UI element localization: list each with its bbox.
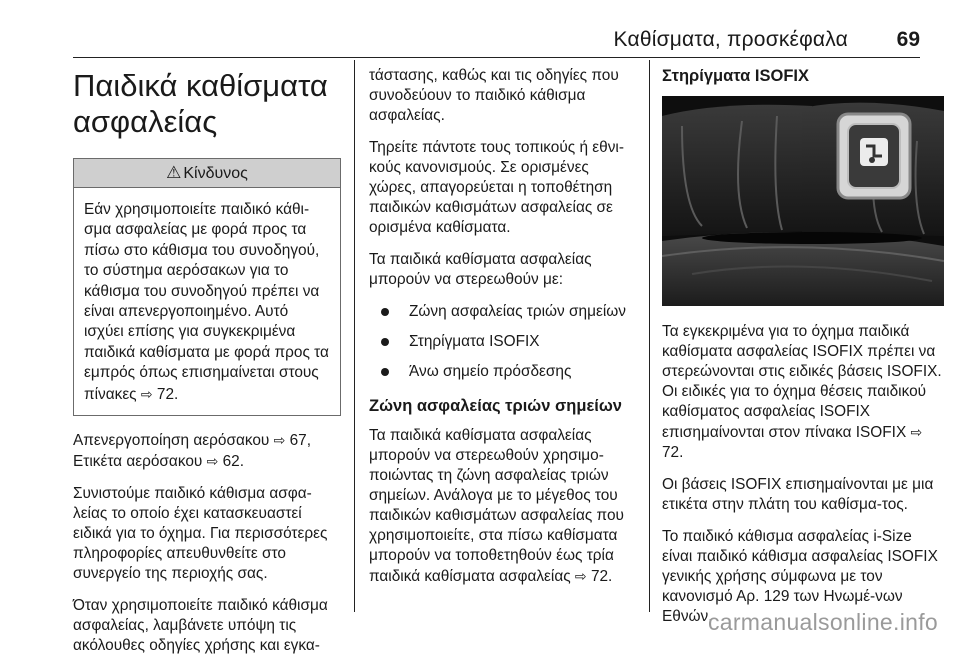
bullet-icon	[381, 368, 389, 376]
page-reference-arrow-icon: ⇨	[574, 568, 587, 584]
section-title: Παιδικά καθίσματα ασφαλείας	[73, 68, 328, 139]
isofix-seat-photo	[662, 96, 944, 306]
paragraph-recommendation: Συνιστούμε παιδικό κάθισμα ασφα-λείας το οποίο έχει κατασκευαστεί ειδικά για το όχημα. Για περισσότερες πληροφορίες απευθυνθείτε στο συνεργείο της περιοχής σας.	[73, 485, 328, 583]
page-number: 69	[896, 28, 920, 51]
danger-text: Εάν χρησιμοποιείτε παιδικό κάθι-σμα ασφαλείας με φορά προς τα πίσω στο κάθισμα του συνοδηγού, το σύστημα αερόσακων για το κάθισμα του συνοδηγού πρέπει να είναι απενεργοποιημένο. Αυτό ισχύει επίσης για συγκεκριμένα παιδικά καθίσματα με φορά προς τα εμπρός όπως επισημαίνεται στους πίνακες ⇨ 72.	[84, 201, 329, 403]
column-3	[662, 66, 946, 639]
bullet-icon	[381, 338, 389, 346]
page-reference-arrow-icon: ⇨	[206, 453, 219, 470]
list-item: Ζώνη ασφαλείας τριών σημείων	[369, 302, 637, 322]
paragraph-three-point-belt: Τα παιδικά καθίσματα ασφαλείας μπορούν να στερεωθούν χρησιμο-ποιώντας τη ζώνη ασφαλείας τριών σημείων. Ανάλογα με το μέγεθος του παιδικών καθισμάτων ασφαλείας που χρησιμοποιείτε, στα πίσω καθίσματα μπορούν να τοποθετηθούν έως τρία παιδικά καθίσματα ασφαλείας ⇨ 72.	[369, 427, 624, 585]
page-reference-arrow-icon: ⇨	[273, 432, 286, 449]
column-1	[73, 62, 341, 668]
mounting-options-list	[369, 302, 637, 382]
paragraph-isofix-approved: Τα εγκεκριμένα για το όχημα παιδικά καθίσματα ασφαλείας ISOFIX πρέπει να στερεώνονται στις ειδικές βάσεις ISOFIX. Οι ειδικές για το όχημα θέσεις παιδικού καθίσματος ασφαλείας ISOFIX επισημαίνονται στον πίνακα ISOFIX ⇨ 72.	[662, 323, 942, 461]
paragraph-i-size: Το παιδικό κάθισμα ασφαλείας i-Size είναι παιδικό κάθισμα ασφαλείας ISOFIX γενικής χρήσης σύμφωνα με τον κανονισμό Αρ. 129 των Ηνωμέ-νων Εθνών.	[662, 528, 938, 625]
page-header	[0, 0, 960, 60]
danger-box	[73, 158, 341, 416]
watermark: carmanualsonline.info	[707, 609, 938, 635]
subheading-three-point-belt: Ζώνη ασφαλείας τριών σημείων	[369, 397, 622, 415]
page-reference-arrow-icon: ⇨	[140, 385, 153, 402]
paragraph-instructions: Όταν χρησιμοποιείτε παιδικό κάθισμα ασφαλείας, λαμβάνετε υπόψη τις ακόλουθες οδηγίες χρήσης και εγκα-	[73, 597, 328, 655]
bullet-icon	[381, 308, 389, 316]
column-divider-2	[649, 60, 650, 612]
page-reference-arrow-icon: ⇨	[910, 424, 923, 440]
list-item: Στηρίγματα ISOFIX	[369, 332, 637, 352]
column-2	[369, 66, 637, 599]
list-item: Άνω σημείο πρόσδεσης	[369, 362, 637, 382]
cross-references: Απενεργοποίηση αερόσακου ⇨ 67, Ετικέτα αερόσακου ⇨ 62.	[73, 432, 312, 471]
running-title: Καθίσματα, προσκέφαλα	[613, 28, 848, 51]
paragraph-isofix-label: Οι βάσεις ISOFIX επισημαίνονται με μια ετικέτα στην πλάτη του καθίσμα-τος.	[662, 476, 934, 513]
danger-label: Κίνδυνος	[183, 165, 248, 182]
warning-triangle-icon: ⚠	[166, 163, 182, 182]
subheading-isofix: Στηρίγματα ISOFIX	[662, 67, 809, 85]
paragraph-mounting: Τα παιδικά καθίσματα ασφαλείας μπορούν να στερεωθούν με:	[369, 251, 592, 288]
header-rule	[73, 57, 920, 58]
danger-box-header	[74, 159, 340, 188]
paragraph-continuation: τάστασης, καθώς και τις οδηγίες που συνοδεύουν το παιδικό κάθισμα ασφαλείας.	[369, 67, 619, 124]
column-divider-1	[354, 60, 355, 612]
paragraph-regulations: Τηρείτε πάντοτε τους τοπικούς ή εθνι-κούς κανονισμούς. Σε ορισμένες χώρες, απαγορεύεται η τοποθέτηση παιδικών καθισμάτων ασφαλείας σε ορισμένα καθίσματα.	[369, 139, 624, 236]
